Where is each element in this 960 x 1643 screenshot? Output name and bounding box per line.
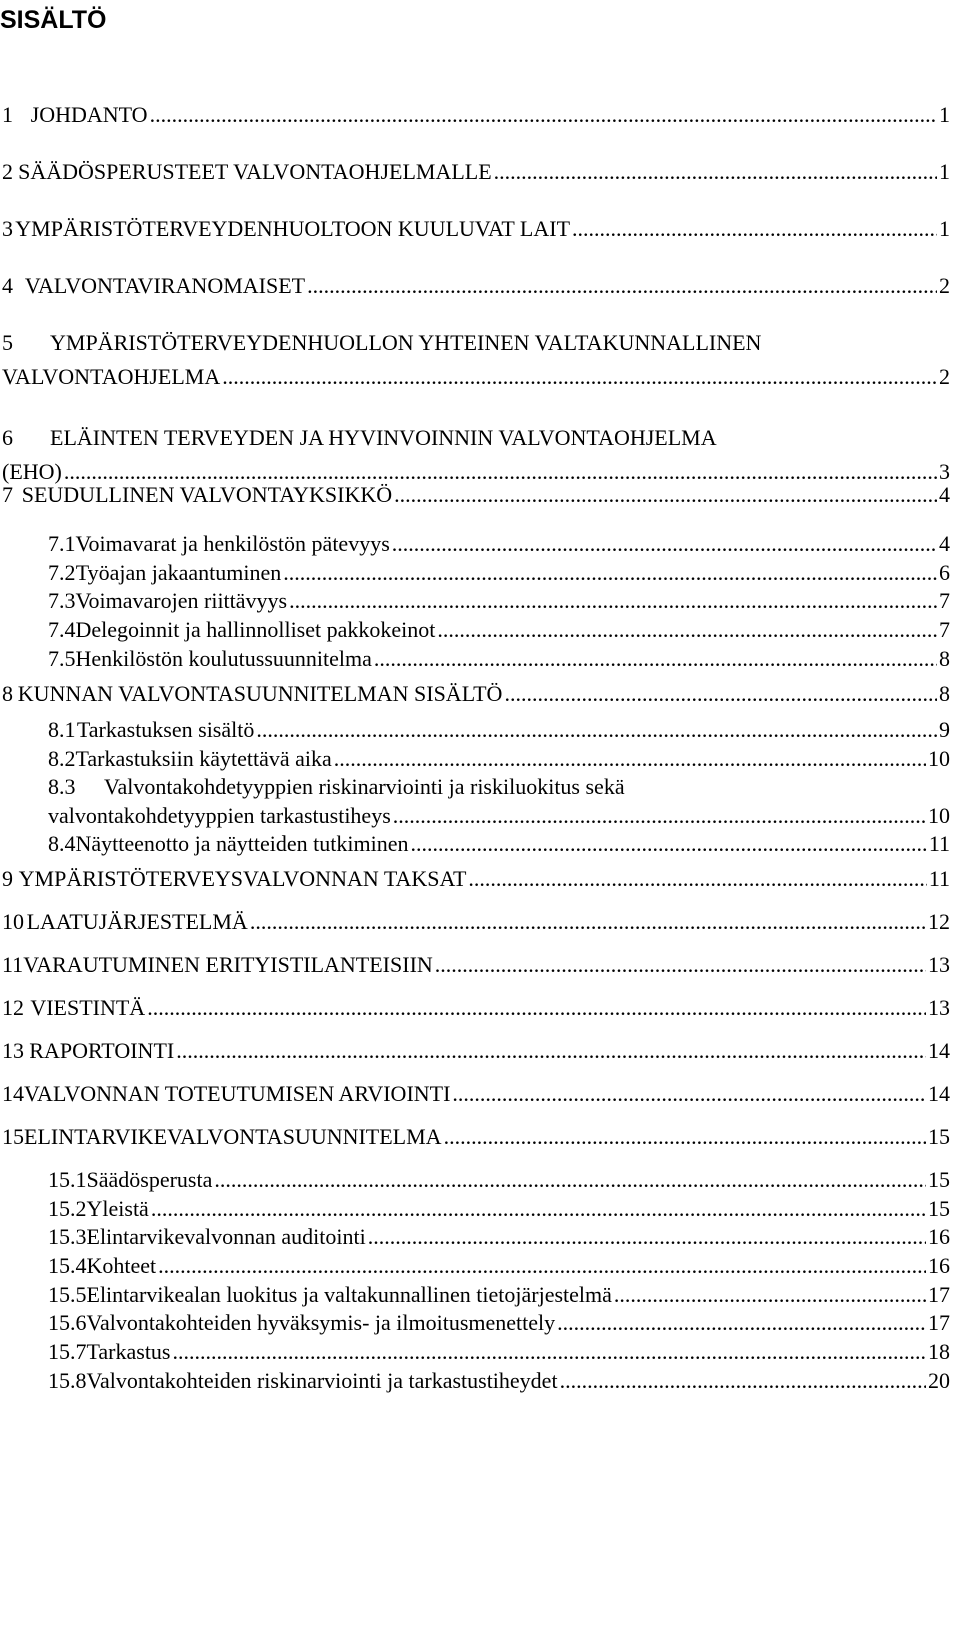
toc-entry-number: 13 [2, 1038, 24, 1063]
toc-entry-number: 15.3 [48, 1224, 87, 1249]
toc-entry-number: 7.5 [48, 646, 76, 671]
dot-leader [334, 745, 926, 773]
toc-entry-page-number: 11 [928, 866, 950, 891]
toc-entry-title: Tarkastuksiin käytettävä aika [75, 746, 332, 771]
toc-entry-page-number: 4 [939, 531, 950, 556]
toc-entry-number: 15.6 [48, 1310, 87, 1335]
toc-entry-title: Yleistä [86, 1196, 149, 1221]
dot-leader [392, 530, 937, 558]
toc-entry-number: 14 [2, 1081, 24, 1106]
toc-entry-title: Tarkastuksen sisältö [76, 717, 255, 742]
toc-entry[interactable] [0, 616, 950, 644]
toc-entry-title: Valvontakohteiden hyväksymis- ja ilmoitusmenettely [86, 1310, 556, 1335]
dot-leader [435, 951, 926, 979]
toc-entry[interactable] [0, 587, 950, 615]
toc-entry-page-number: 10 [928, 803, 950, 828]
toc-entry-number: 11 [2, 952, 24, 977]
dot-leader [250, 908, 926, 936]
toc-entry[interactable] [0, 272, 950, 300]
toc-entry-title: JOHDANTO [30, 102, 148, 127]
toc-entry-title: VALVONNAN TOTEUTUMISEN ARVIOINTI [24, 1081, 451, 1106]
toc-entry-number: 9 [2, 866, 13, 891]
toc-entry-title: Henkilöstön koulutussuunnitelma [75, 646, 372, 671]
toc-entry-first-line[interactable] [48, 773, 625, 801]
toc-entry[interactable] [0, 559, 950, 587]
toc-entry-number: 15.7 [48, 1339, 87, 1364]
toc-entry[interactable] [0, 1367, 950, 1395]
toc-entry-page-number: 2 [939, 364, 950, 389]
toc-entry-page-number: 16 [928, 1224, 950, 1249]
toc-entry-title-continued: valvontakohdetyyppien tarkastustiheys [48, 803, 391, 828]
dot-leader [176, 1037, 926, 1065]
toc-entry-title: Tarkastus [86, 1339, 171, 1364]
page-title: SISÄLTÖ [0, 6, 107, 34]
toc-entry-first-line[interactable] [2, 424, 717, 452]
toc-entry-number: 8.4 [48, 831, 76, 856]
toc-entry-number: 8.2 [48, 746, 76, 771]
toc-entry-page-number: 1 [939, 159, 950, 184]
toc-entry-title: Elintarvikevalvonnan auditointi [86, 1224, 366, 1249]
dot-leader [173, 1338, 927, 1366]
toc-entry-title: Säädösperusta [86, 1167, 213, 1192]
toc-entry[interactable] [0, 1252, 950, 1280]
dot-leader [307, 272, 937, 300]
toc-entry-page-number: 12 [928, 909, 950, 934]
toc-entry-number: 10 [2, 909, 24, 934]
toc-entry-title: Elintarvikealan luokitus ja valtakunnallinen tietojärjestelmä [86, 1282, 612, 1307]
toc-entry-number: 15.8 [48, 1368, 87, 1393]
dot-leader [289, 587, 937, 615]
dot-leader [437, 616, 937, 644]
toc-entry-number: 8.3 [48, 774, 76, 799]
toc-entry[interactable] [0, 1338, 950, 1366]
toc-entry[interactable] [0, 530, 950, 558]
toc-entry-title: Valvontakohteiden riskinarviointi ja tarkastustiheydet [86, 1368, 558, 1393]
toc-entry-page-number: 14 [928, 1081, 950, 1106]
toc-entry-page-number: 3 [939, 459, 950, 484]
dot-leader [222, 363, 937, 391]
toc-entry-title: Valvontakohdetyyppien riskinarviointi ja riskiluokitus sekä [104, 774, 625, 799]
toc-entry-title: ELÄINTEN TERVEYDEN JA HYVINVOINNIN VALVONTAOHJELMA [50, 425, 717, 450]
toc-entry[interactable] [0, 830, 950, 858]
toc-entry-title: Voimavarat ja henkilöstön pätevyys [75, 531, 390, 556]
toc-entry-page-number: 13 [928, 995, 950, 1020]
toc-entry-number: 1 [2, 102, 13, 127]
toc-entry-page-number: 13 [928, 952, 950, 977]
dot-leader [147, 994, 926, 1022]
toc-entry-number: 12 [2, 995, 24, 1020]
toc-entry-number: 7.3 [48, 588, 76, 613]
toc-entry-page-number: 4 [939, 482, 950, 507]
toc-entry-number: 7.4 [48, 617, 76, 642]
toc-entry-page-number: 18 [928, 1339, 950, 1364]
toc-entry-number: 8 [2, 681, 13, 706]
toc-entry[interactable] [0, 101, 950, 129]
toc-entry[interactable] [0, 951, 950, 979]
toc-entry-title: VIESTINTÄ [30, 995, 146, 1020]
dot-leader [572, 215, 937, 243]
toc-entry-page-number: 8 [939, 646, 950, 671]
dot-leader [256, 716, 937, 744]
toc-entry-page-number: 6 [939, 560, 950, 585]
toc-entry[interactable] [0, 645, 950, 673]
toc-entry-title: Delegoinnit ja hallinnolliset pakkokeinot [75, 617, 436, 642]
dot-leader [557, 1309, 926, 1337]
toc-entry-title: ELINTARVIKEVALVONTASUUNNITELMA [24, 1124, 442, 1149]
toc-entry-page-number: 16 [928, 1253, 950, 1278]
toc-entry[interactable] [0, 1123, 950, 1151]
toc-entry-number: 7.1 [48, 531, 76, 556]
toc-entry[interactable] [0, 1080, 950, 1108]
toc-entry-page-number: 7 [939, 617, 950, 642]
toc-entry-title: Työajan jakaantuminen [75, 560, 282, 585]
toc-entry-number: 15.1 [48, 1167, 87, 1192]
toc-entry-page-number: 1 [939, 216, 950, 241]
toc-entry-first-line[interactable] [2, 329, 761, 357]
toc-entry[interactable] [0, 994, 950, 1022]
toc-entry-page-number: 17 [928, 1282, 950, 1307]
toc-entry[interactable] [0, 1223, 950, 1251]
toc-entry-title: YMPÄRISTÖTERVEYDENHUOLLON YHTEINEN VALTAKUNNALLINEN [50, 330, 762, 355]
toc-entry[interactable] [0, 1281, 950, 1309]
toc-entry-title: KUNNAN VALVONTASUUNNITELMAN SISÄLTÖ [17, 681, 503, 706]
toc-entry-title: Kohteet [86, 1253, 157, 1278]
toc-entry[interactable] [0, 158, 950, 186]
toc-entry-number: 8.1 [48, 717, 76, 742]
toc-entry-page-number: 1 [939, 102, 950, 127]
toc-entry-title: YMPÄRISTÖTERVEYDENHUOLTOON KUULUVAT LAIT [15, 216, 571, 241]
toc-entry-continuation[interactable] [48, 802, 950, 830]
toc-entry-number: 3 [2, 216, 13, 241]
toc-entry-page-number: 17 [928, 1310, 950, 1335]
toc-entry-title: VALVONTAVIRANOMAISET [24, 273, 306, 298]
dot-leader [368, 1223, 926, 1251]
toc-entry-title-continued: VALVONTAOHJELMA [2, 364, 221, 389]
dot-leader [444, 1123, 926, 1151]
dot-leader [374, 645, 937, 673]
toc-entry-page-number: 15 [928, 1124, 950, 1149]
toc-entry[interactable] [0, 716, 950, 744]
toc-entry-page-number: 20 [928, 1368, 950, 1393]
dot-leader [560, 1367, 926, 1395]
dot-leader [452, 1080, 926, 1108]
toc-entry[interactable] [0, 1309, 950, 1337]
toc-entry-number: 5 [2, 330, 13, 355]
dot-leader [614, 1281, 926, 1309]
toc-entry-number: 4 [2, 273, 13, 298]
toc-entry-title: SÄÄDÖSPERUSTEET VALVONTAOHJELMALLE [18, 159, 492, 184]
dot-leader [468, 865, 926, 893]
toc-entry-title-continued: (EHO) [2, 459, 62, 484]
toc-entry[interactable] [0, 215, 950, 243]
toc-entry-number: 2 [2, 159, 13, 184]
dot-leader [393, 802, 926, 830]
toc-entry[interactable] [0, 745, 950, 773]
toc-entry-title: Voimavarojen riittävyys [75, 588, 288, 613]
toc-entry[interactable] [0, 481, 950, 509]
toc-entry-number: 7.2 [48, 560, 76, 585]
dot-leader [151, 1195, 926, 1223]
toc-entry-title: YMPÄRISTÖTERVEYSVALVONNAN TAKSAT [18, 866, 467, 891]
dot-leader [394, 481, 937, 509]
dot-leader [150, 101, 937, 129]
toc-entry[interactable] [0, 908, 950, 936]
toc-entry-number: 15 [2, 1124, 24, 1149]
toc-entry-page-number: 9 [939, 717, 950, 742]
toc-entry-number: 6 [2, 425, 13, 450]
toc-entry-number: 7 [2, 482, 13, 507]
dot-leader [158, 1252, 926, 1280]
toc-entry-page-number: 10 [928, 746, 950, 771]
dot-leader [494, 158, 937, 186]
toc-entry-page-number: 14 [928, 1038, 950, 1063]
toc-entry-number: 15.5 [48, 1282, 87, 1307]
toc-entry-page-number: 15 [928, 1167, 950, 1192]
dot-leader [504, 680, 937, 708]
toc-entry-title: RAPORTOINTI [29, 1038, 175, 1063]
toc-entry[interactable] [0, 1037, 950, 1065]
dot-leader [283, 559, 937, 587]
toc-entry-page-number: 15 [928, 1196, 950, 1221]
toc-entry-title: SEUDULLINEN VALVONTAYKSIKKÖ [21, 482, 393, 507]
toc-entry-page-number: 8 [939, 681, 950, 706]
toc-entry-page-number: 11 [928, 831, 950, 856]
dot-leader [214, 1166, 926, 1194]
toc-entry-page-number: 7 [939, 588, 950, 613]
toc-entry-page-number: 2 [939, 273, 950, 298]
dot-leader [410, 830, 926, 858]
toc-entry-title: VARAUTUMINEN ERITYISTILANTEISIIN [23, 952, 433, 977]
toc-entry[interactable] [0, 680, 950, 708]
toc-entry[interactable] [0, 1195, 950, 1223]
toc-entry[interactable] [0, 865, 950, 893]
toc-entry-number: 15.2 [48, 1196, 87, 1221]
toc-entry-title: Näytteenotto ja näytteiden tutkiminen [75, 831, 409, 856]
toc-entry[interactable] [0, 1166, 950, 1194]
toc-entry-title: LAATUJÄRJESTELMÄ [26, 909, 248, 934]
toc-entry-number: 15.4 [48, 1253, 87, 1278]
toc-entry-continuation[interactable] [2, 363, 950, 391]
